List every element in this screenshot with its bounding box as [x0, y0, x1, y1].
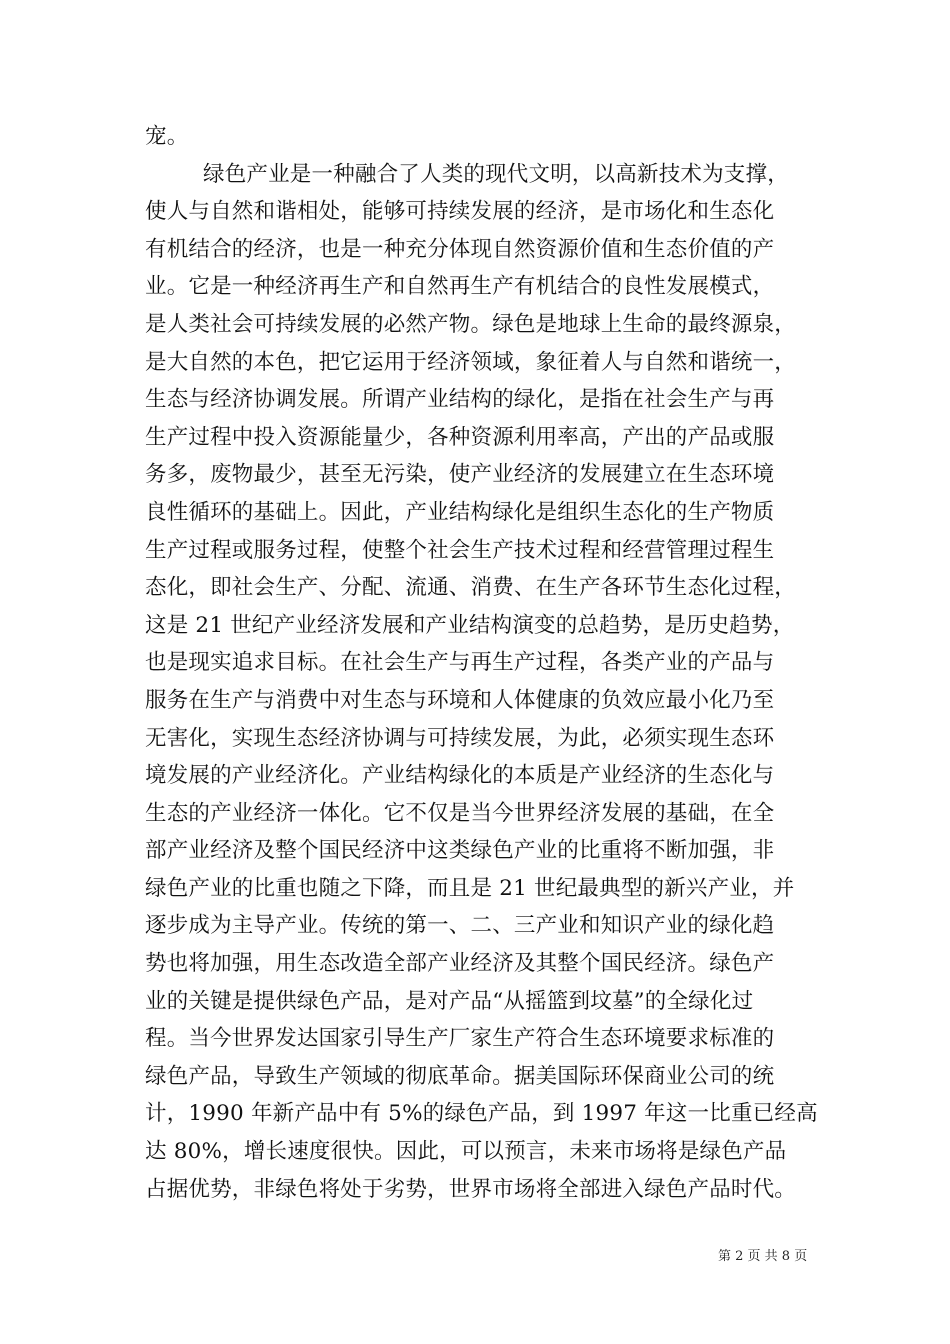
text-line: 良性循环的基础上。因此，产业结构绿化是组织生态化的生产物质 [145, 499, 775, 525]
text-line: 无害化，实现生态经济协调与可持续发展，为此，必须实现生态环 [145, 725, 775, 751]
body-text [145, 118, 818, 1208]
text-line: 务多，废物最少，甚至无污染，使产业经济的发展建立在生态环境 [145, 462, 775, 488]
text-line: 部产业经济及整个国民经济中这类绿色产业的比重将不断加强，非 [145, 838, 775, 864]
text-line: 程。当今世界发达国家引导生产厂家生产符合生态环境要求标准的 [145, 1026, 775, 1052]
text-line: 也是现实追求目标。在社会生产与再生产过程，各类产业的产品与 [145, 650, 775, 676]
text-line: 业的关键是提供绿色产品，是对产品“从摇篮到坟墓”的全绿化过 [145, 988, 754, 1014]
text-line: 态化，即社会生产、分配、流通、消费、在生产各环节生态化过程， [145, 575, 797, 601]
text-line: 绿色产品，导致生产领域的彻底革命。据美国际环保商业公司的统 [145, 1063, 775, 1089]
text-line: 是大自然的本色，把它运用于经济领域，象征着人与自然和谐统一， [145, 349, 797, 375]
text-line: 有机结合的经济，也是一种充分体现自然资源价值和生态价值的产 [145, 236, 775, 262]
text-line: 占据优势，非绿色将处于劣势，世界市场将全部进入绿色产品时代。 [145, 1176, 797, 1202]
text-line: 生态的产业经济一体化。它不仅是当今世界经济发展的基础，在全 [145, 800, 775, 826]
page-number-footer: 第 2 页 共 8 页 [718, 1249, 808, 1264]
paragraph-first-line: 绿色产业是一种融合了人类的现代文明，以高新技术为支撑， [203, 161, 789, 187]
text-line: 这是 21 世纪产业经济发展和产业结构演变的总趋势，是历史趋势， [145, 612, 795, 638]
text-line: 达 80%，增长速度很快。因此，可以预言，未来市场将是绿色产品 [145, 1139, 787, 1165]
text-line: 生产过程或服务过程，使整个社会生产技术过程和经营管理过程生 [145, 537, 775, 563]
text-line: 宠。 [145, 124, 189, 149]
text-line: 逐步成为主导产业。传统的第一、二、三产业和知识产业的绿化趋 [145, 913, 775, 939]
text-line: 业。它是一种经济再生产和自然再生产有机结合的良性发展模式， [145, 274, 775, 300]
text-line: 是人类社会可持续发展的必然产物。绿色是地球上生命的最终源泉， [145, 311, 797, 337]
text-line: 势也将加强，用生态改造全部产业经济及其整个国民经济。绿色产 [145, 951, 775, 977]
text-line: 使人与自然和谐相处，能够可持续发展的经济，是市场化和生态化 [145, 199, 775, 225]
text-line: 境发展的产业经济化。产业结构绿化的本质是产业经济的生态化与 [145, 763, 775, 789]
text-line: 服务在生产与消费中对生态与环境和人体健康的负效应最小化乃至 [145, 687, 775, 713]
text-line: 生态与经济协调发展。所谓产业结构的绿化，是指在社会生产与再 [145, 387, 775, 413]
text-line: 计，1990 年新产品中有 5%的绿色产品，到 1997 年这一比重已经高 [145, 1101, 818, 1127]
text-line: 绿色产业的比重也随之下降，而且是 21 世纪最典型的新兴产业，并 [145, 875, 795, 901]
text-line: 生产过程中投入资源能量少，各种资源利用率高，产出的产品或服 [145, 424, 775, 450]
